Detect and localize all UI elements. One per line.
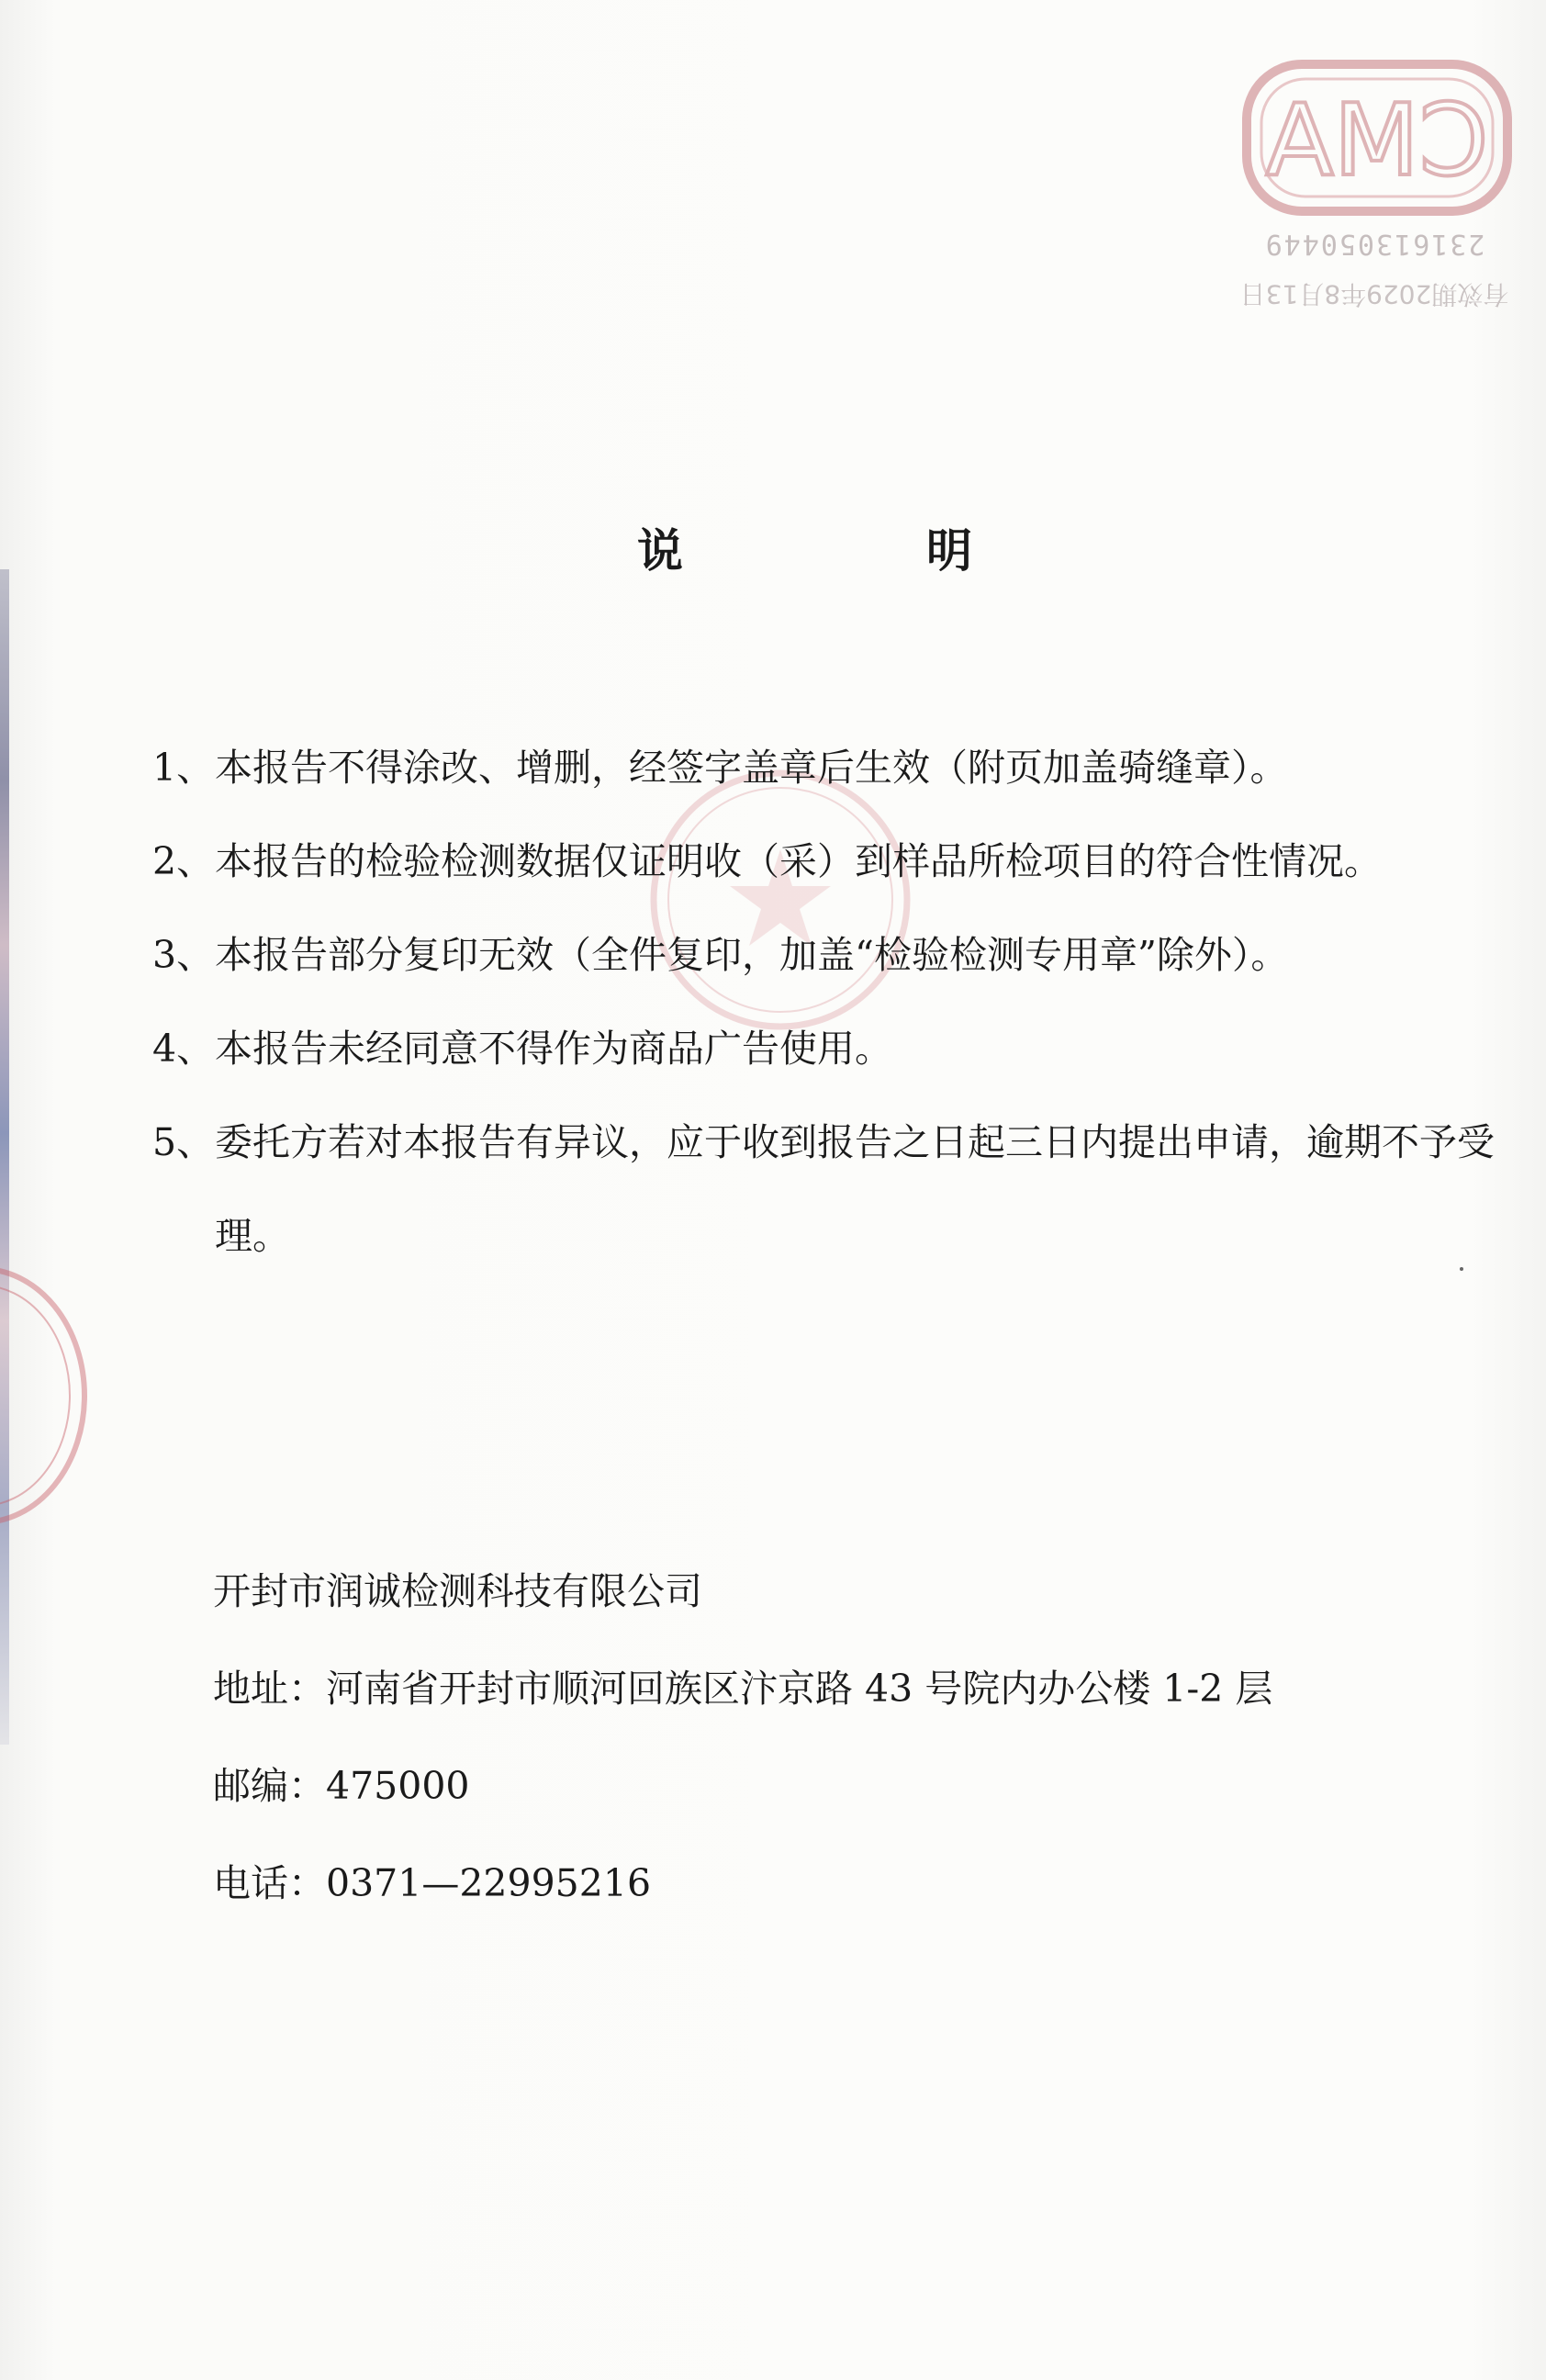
notes-list	[152, 721, 1493, 1283]
title-char-1: 说	[637, 523, 683, 578]
note-item-3	[152, 908, 1493, 1002]
page-title	[0, 514, 1546, 588]
note-item-5	[152, 1095, 1518, 1283]
speck-mark	[1460, 1267, 1463, 1271]
note-item-4	[152, 1002, 1493, 1095]
title-char-2: 明	[926, 523, 972, 578]
binding-edge-strip	[0, 569, 9, 1745]
note-number: 3、	[152, 933, 215, 977]
note-number: 2、	[152, 839, 215, 883]
cma-certificate-number: 231613050449	[1263, 228, 1485, 260]
note-number: 4、	[152, 1027, 215, 1071]
company-phone: 电话：0371—22995216	[213, 1861, 652, 1905]
note-text: 本报告未经同意不得作为商品广告使用。	[215, 1027, 892, 1071]
note-text: 委托方若对本报告有异议，应于收到报告之日起三日内提出申请，逾期不予受理。	[215, 1120, 1495, 1258]
note-text: 本报告的检验检测数据仅证明收（采）到样品所检项目的符合性情况。	[215, 839, 1382, 883]
edge-seal-stamp-icon	[0, 1258, 92, 1533]
cma-letters: CMA	[1265, 84, 1489, 198]
company-name: 开封市润诚检测科技有限公司	[213, 1569, 702, 1613]
cma-validity-date: 有效期2029年8月13日	[1239, 279, 1509, 309]
note-text: 本报告部分复印无效（全件复印，加盖“检验检测专用章”除外）。	[215, 933, 1289, 977]
note-number: 1、	[152, 746, 215, 790]
note-text: 本报告不得涂改、增删，经签字盖章后生效（附页加盖骑缝章）。	[215, 746, 1288, 790]
company-address: 地址：河南省开封市顺河回族区汴京路 43 号院内办公楼 1-2 层	[213, 1667, 1273, 1711]
note-item-2	[152, 814, 1493, 908]
note-number: 5、	[152, 1120, 215, 1164]
company-info	[213, 1543, 1406, 1932]
company-postcode: 邮编：475000	[213, 1764, 470, 1808]
note-item-1	[152, 721, 1493, 814]
